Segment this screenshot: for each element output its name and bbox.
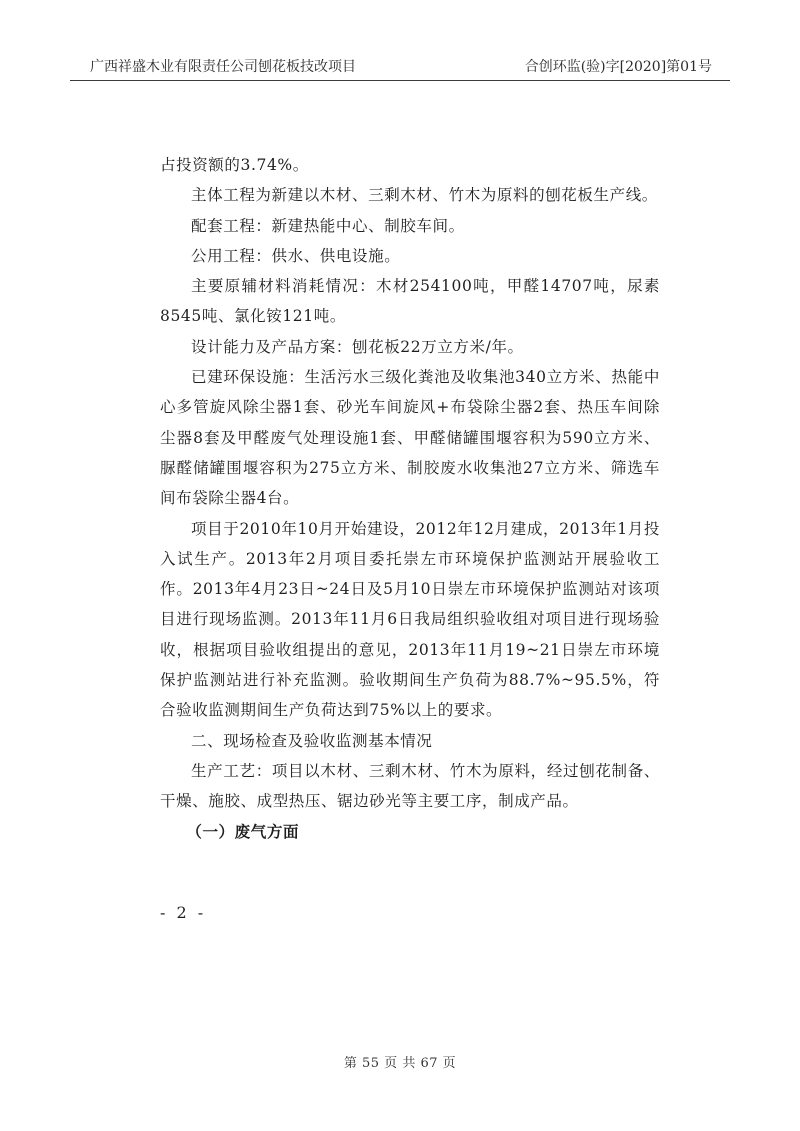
paragraph-public-works: 公用工程：供水、供电设施。	[191, 246, 401, 265]
page-header	[90, 56, 712, 82]
paragraph-main-project: 主体工程为新建以木材、三剩木材、竹木为原料的刨花板生产线。	[191, 186, 658, 205]
page-number: - 2 -	[160, 903, 207, 922]
section-heading-inspection: 二、现场检查及验收监测基本情况	[191, 731, 433, 750]
document-body	[160, 150, 660, 847]
paragraph-investment-ratio: 占投资额的3.74%。	[160, 156, 309, 174]
page-footer: 第 55 页 共 67 页	[343, 1056, 457, 1071]
subsection-heading-waste-gas: （一）废气方面	[186, 821, 300, 841]
paragraph-project-timeline: 项目于2010年10月开始建设，2012年12月建成，2013年1月投入试生产。2013年2月项目委托崇左市环境保护监测站开展验收工作。2013年4月23日~24日及5月10日崇左市环境保护监测站对该项目进行现场监测。2013年11月6日我局组织验收组对项目进行现场验收，根据项目验收组提出的意见，2013年11月19~21日崇左市环境保护监测站进行补充监测。验收期间生产负荷为88.7%~95.5%，符合验收监测期间生产负荷达到75%以上的要求。	[160, 519, 660, 720]
paragraph-production-process: 生产工艺：项目以木材、三剩木材、竹木为原料，经过刨花制备、干燥、施胶、成型热压、锯边砂光等主要工序，制成产品。	[160, 761, 660, 811]
paragraph-supporting-project: 配套工程：新建热能中心、制胶车间。	[191, 216, 465, 235]
paragraph-raw-materials: 主要原辅材料消耗情况：木材254100吨，甲醛14707吨，尿素8545吨、氯化铵121吨。	[160, 277, 660, 326]
header-rule	[70, 80, 730, 81]
header-project-title: 广西祥盛木业有限责任公司刨花板技改项目	[90, 59, 356, 75]
header-document-number: 合创环监(验)字[2020]第01号	[524, 59, 712, 75]
paragraph-environmental-facilities: 已建环保设施：生活污水三级化粪池及收集池340立方米、热能中心多管旋风除尘器1套、砂光车间旋风+布袋除尘器2套、热压车间除尘器8套及甲醛废气处理设施1套、甲醛储罐围堰容积为590立方米、脲醛储罐围堰容积为275立方米、制胶废水收集池27立方米、筛选车间布袋除尘器4台。	[160, 368, 660, 508]
paragraph-design-capacity: 设计能力及产品方案：刨花板22万立方米/年。	[191, 337, 524, 356]
